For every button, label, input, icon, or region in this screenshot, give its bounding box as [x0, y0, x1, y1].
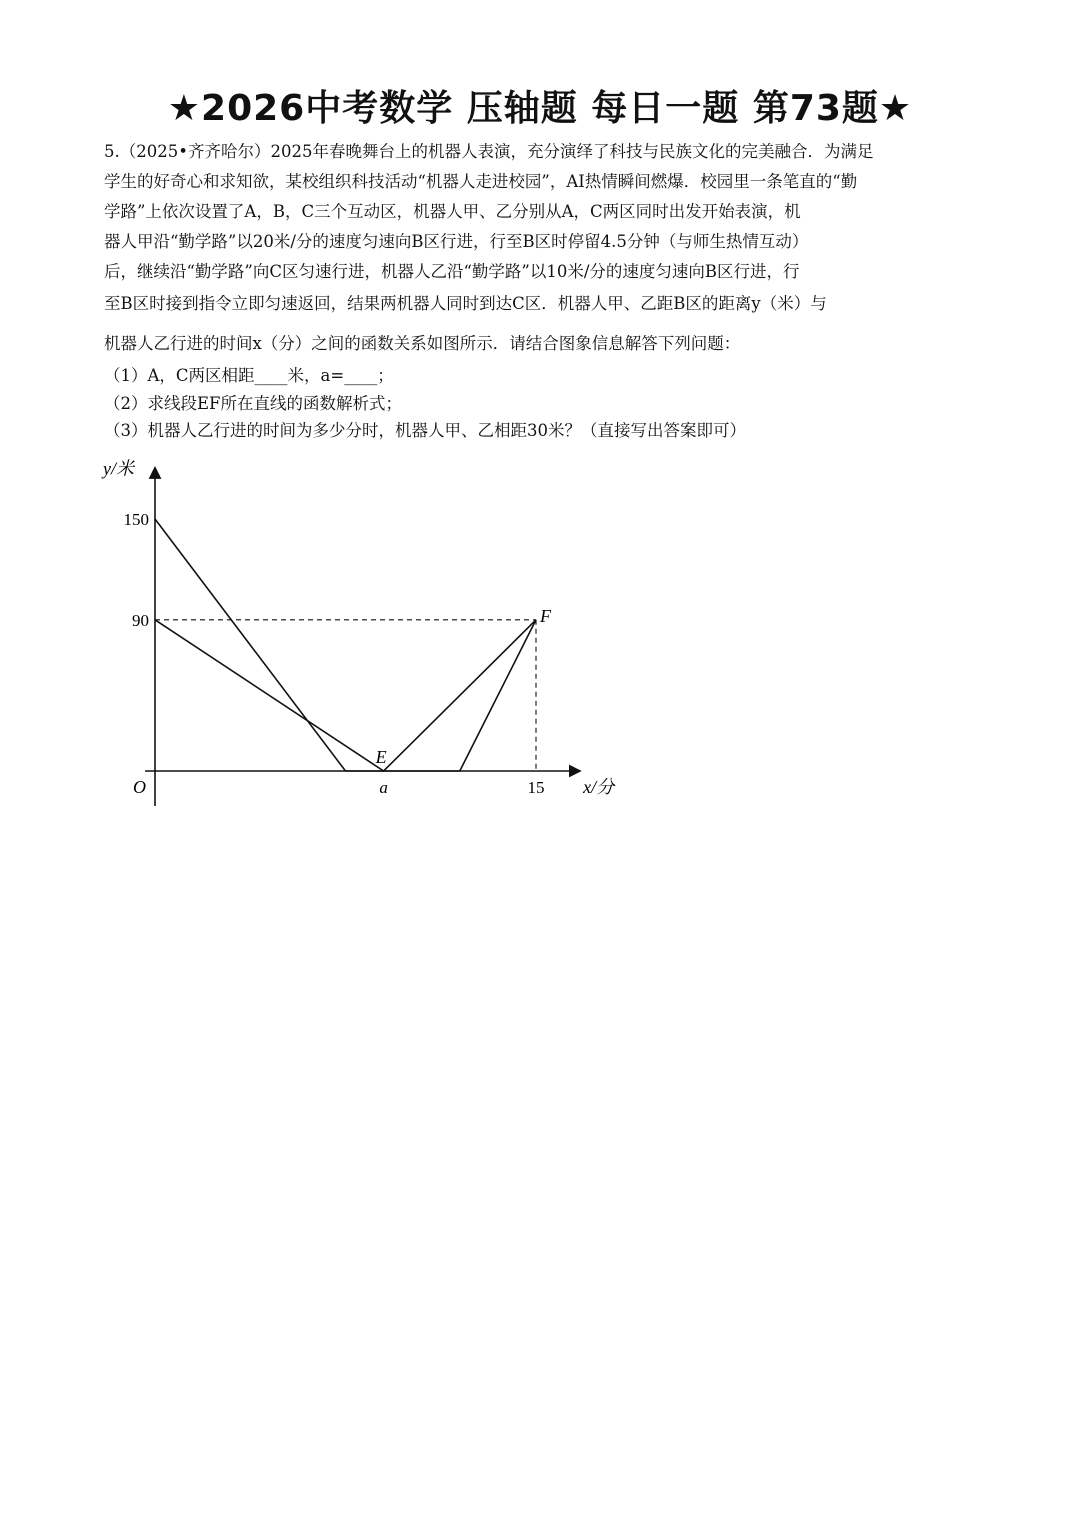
- point-label-E: E: [375, 747, 387, 767]
- question-1: （1）A，C两区相距____米，a=____；: [104, 366, 394, 385]
- problem-line: 机器人乙行进的时间x（分）之间的函数关系如图所示．请结合图象信息解答下列问题：: [104, 334, 741, 353]
- problem-line: 后，继续沿“勤学路”向C区匀速行进，机器人乙沿“勤学路”以10米/分的速度匀速向B区行进，行: [104, 262, 800, 281]
- point-label-F: F: [540, 605, 551, 626]
- y-axis-label: y/米: [103, 458, 134, 479]
- problem-line: 至B区时接到指令立即匀速返回，结果两机器人同时到达C区．机器人甲、乙距B区的距离y（米）与: [104, 294, 827, 313]
- origin-label: O: [133, 777, 146, 797]
- problem-line: 学生的好奇心和求知欲，某校组织科技活动“机器人走进校园”，AI热情瞬间燃爆．校园里一条笔直的“勤: [104, 172, 858, 191]
- x-axis-label: x/分: [583, 777, 615, 797]
- x-tick-label: 15: [527, 778, 545, 797]
- y-tick-label: 90: [132, 610, 149, 630]
- question-3: （3）机器人乙行进的时间为多少分时，机器人甲、乙相距30米？（直接写出答案即可）: [104, 421, 746, 440]
- x-tick-label: a: [379, 778, 388, 797]
- page-title: ★2026中考数学 压轴题 每日一题 第73题★: [167, 88, 913, 129]
- series-line-乙: [155, 620, 536, 771]
- problem-line: 学路”上依次设置了A，B，C三个互动区，机器人甲、乙分别从A，C两区同时出发开始表演，机: [104, 202, 801, 221]
- problem-line: 5.（2025•齐齐哈尔）2025年春晚舞台上的机器人表演，充分演绎了科技与民族文化的完美融合．为满足: [104, 142, 874, 161]
- series-line-甲: [155, 519, 536, 771]
- y-tick-label: 150: [123, 510, 149, 529]
- function-graph: [95, 440, 635, 824]
- graph-svg: [95, 440, 635, 820]
- problem-line: 器人甲沿“勤学路”以20米/分的速度匀速向B区行进，行至B区时停留4.5分钟（与师生热情互动）: [104, 232, 809, 251]
- question-2: （2）求线段EF所在直线的函数解析式；: [104, 394, 402, 413]
